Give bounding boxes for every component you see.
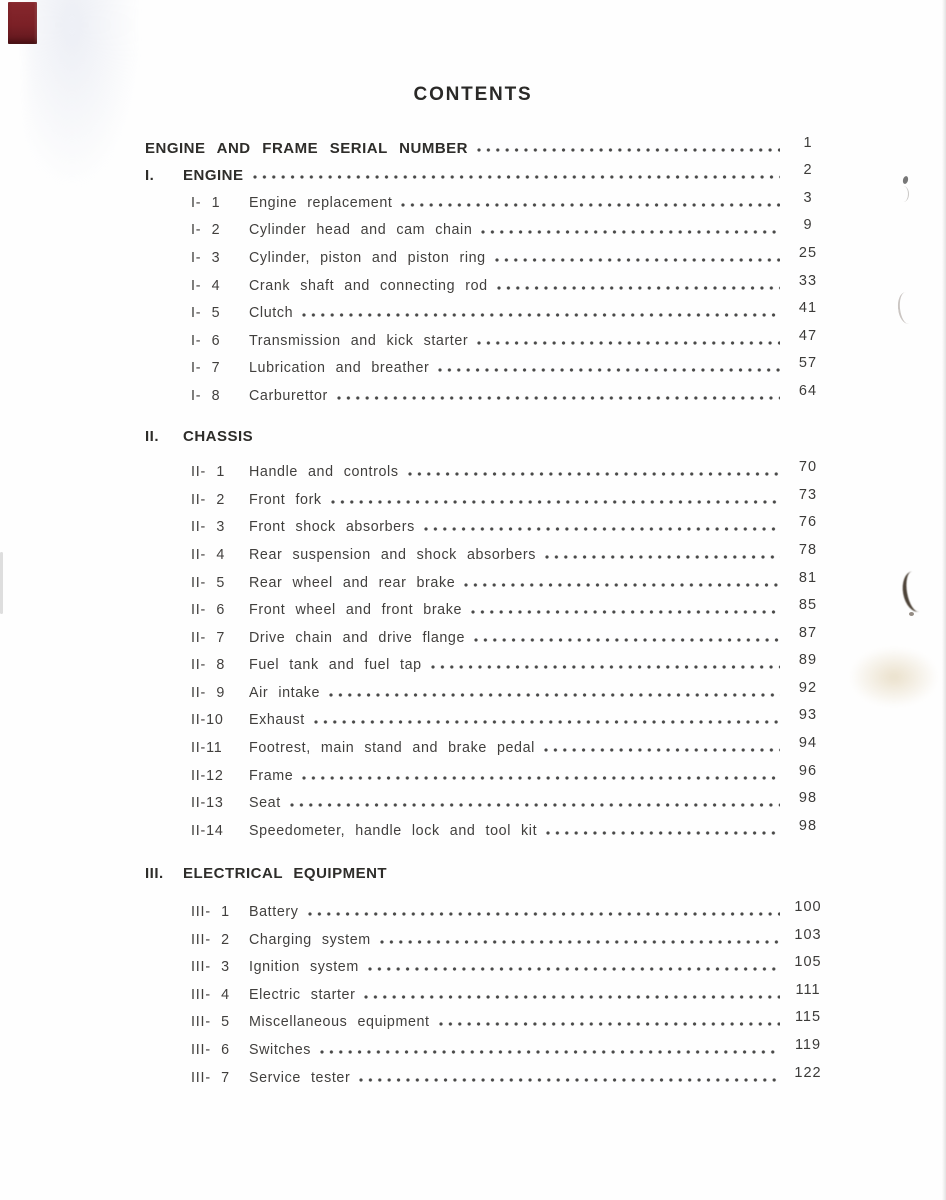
toc-entry-row bbox=[145, 241, 826, 269]
entry-number: II-12 bbox=[191, 767, 224, 784]
entry-label: Handle and controls bbox=[249, 464, 399, 481]
toc-entry-row bbox=[145, 269, 826, 297]
scan-speck-mark bbox=[902, 176, 909, 185]
entry-label: Front wheel and front brake bbox=[249, 602, 463, 619]
entry-label: Rear wheel and rear brake bbox=[249, 574, 456, 591]
scan-crescent-mark-faint bbox=[896, 291, 917, 325]
page-number: 103 bbox=[794, 926, 822, 943]
entry-label: Charging system bbox=[249, 931, 371, 948]
entry-number: II- 4 bbox=[191, 546, 226, 563]
entry-label: Clutch bbox=[249, 305, 294, 322]
entry-number: I- 4 bbox=[191, 277, 221, 294]
toc-entry-row bbox=[145, 1033, 826, 1061]
toc-entry-row bbox=[145, 731, 826, 759]
entry-label: Service tester bbox=[249, 1069, 351, 1086]
dot-leader bbox=[497, 286, 780, 290]
toc-entry-row bbox=[145, 814, 826, 842]
toc-entry-row bbox=[145, 538, 826, 566]
toc-entry-row bbox=[145, 621, 826, 649]
toc-entry-row bbox=[145, 324, 826, 352]
dot-leader bbox=[290, 803, 780, 807]
toc-entry-row bbox=[145, 951, 826, 979]
dot-leader bbox=[438, 368, 780, 372]
entry-number: III- 7 bbox=[191, 1069, 230, 1086]
toc-entry-row bbox=[145, 923, 826, 951]
entry-number: II- 7 bbox=[191, 629, 226, 646]
entry-number: I- 6 bbox=[191, 332, 221, 349]
dot-leader bbox=[302, 313, 780, 317]
dot-leader bbox=[495, 258, 780, 262]
toc-entry-row bbox=[145, 297, 826, 325]
dot-leader bbox=[471, 610, 780, 614]
section-heading-row bbox=[145, 857, 826, 885]
dot-leader bbox=[364, 995, 780, 999]
section-numeral: II. bbox=[145, 427, 160, 445]
entry-label: Electric starter bbox=[249, 986, 356, 1003]
toc-entry-row bbox=[145, 649, 826, 677]
entry-number: II-10 bbox=[191, 712, 224, 729]
entry-label: Drive chain and drive flange bbox=[249, 629, 466, 646]
dot-leader bbox=[329, 693, 780, 697]
page-number: 33 bbox=[798, 272, 818, 289]
page-number: 100 bbox=[794, 899, 822, 916]
page-number: 93 bbox=[798, 707, 818, 724]
toc-entry-row bbox=[145, 594, 826, 622]
dot-leader bbox=[302, 776, 780, 780]
entry-label: Footrest, main stand and brake pedal bbox=[249, 740, 535, 757]
dot-leader bbox=[401, 203, 780, 207]
section-numeral: I. bbox=[145, 167, 155, 185]
page-number: 92 bbox=[798, 679, 818, 696]
dot-leader bbox=[253, 175, 780, 179]
entry-label: Speedometer, handle lock and tool kit bbox=[249, 822, 538, 839]
scan-crescent-mark-dark bbox=[900, 569, 932, 614]
page-number: 87 bbox=[798, 624, 818, 641]
page-number: 89 bbox=[798, 652, 818, 669]
dot-leader bbox=[337, 396, 780, 400]
entry-number: III- 5 bbox=[191, 1014, 230, 1031]
toc-top-entry-row bbox=[145, 131, 826, 159]
page-number: 122 bbox=[794, 1064, 822, 1081]
entry-number: I- 8 bbox=[191, 387, 221, 404]
toc-entry-row bbox=[145, 895, 826, 923]
entry-label: Transmission and kick starter bbox=[249, 332, 469, 349]
entry-number: III- 3 bbox=[191, 959, 230, 976]
entry-label: Fuel tank and fuel tap bbox=[249, 657, 422, 674]
contents-title: CONTENTS bbox=[413, 84, 533, 105]
entry-label: Rear suspension and shock absorbers bbox=[249, 546, 536, 563]
section-heading-row bbox=[145, 419, 826, 447]
dot-leader bbox=[408, 472, 780, 476]
paper-edge-mark bbox=[0, 552, 3, 614]
dot-leader bbox=[439, 1022, 780, 1026]
page-number: 98 bbox=[798, 790, 818, 807]
dot-leader bbox=[359, 1078, 780, 1082]
entry-label: Air intake bbox=[249, 684, 321, 701]
toc-entry-row bbox=[145, 787, 826, 815]
entry-number: II- 9 bbox=[191, 684, 226, 701]
page-number: 94 bbox=[798, 735, 818, 752]
entry-number: II- 3 bbox=[191, 519, 226, 536]
toc-entry-row bbox=[145, 352, 826, 380]
page-number: 3 bbox=[803, 189, 813, 206]
entry-label: Battery bbox=[249, 904, 299, 921]
scan-speck-tail-mark bbox=[898, 186, 909, 202]
section-numeral: III. bbox=[145, 865, 164, 883]
page-number: 115 bbox=[794, 1009, 822, 1026]
entry-number: II- 2 bbox=[191, 491, 226, 508]
dot-leader bbox=[424, 527, 780, 531]
entry-label: Cylinder head and cam chain bbox=[249, 222, 473, 239]
page-number: 105 bbox=[794, 954, 822, 971]
toc-entry-row bbox=[145, 978, 826, 1006]
page-number: 2 bbox=[803, 162, 813, 179]
scan-tan-smudge bbox=[848, 646, 940, 708]
dot-leader bbox=[320, 1050, 780, 1054]
section-title: ELECTRICAL EQUIPMENT bbox=[183, 865, 388, 883]
page-number: 73 bbox=[798, 486, 818, 503]
toc-entry-row bbox=[145, 456, 826, 484]
toc-entry-row bbox=[145, 1006, 826, 1034]
entry-number: II-13 bbox=[191, 795, 224, 812]
dot-leader bbox=[368, 967, 780, 971]
section-title: CHASSIS bbox=[183, 427, 254, 445]
page-number: 81 bbox=[798, 569, 818, 586]
entry-label: Miscellaneous equipment bbox=[249, 1014, 430, 1031]
page-number: 78 bbox=[798, 541, 818, 558]
page-number: 85 bbox=[798, 597, 818, 614]
entry-number: I- 1 bbox=[191, 194, 221, 211]
toc-entry-row bbox=[145, 483, 826, 511]
page-number: 70 bbox=[798, 459, 818, 476]
toc-entry-row bbox=[145, 759, 826, 787]
scan-ink-dot bbox=[909, 612, 914, 616]
entry-label: Switches bbox=[249, 1042, 312, 1058]
dot-leader bbox=[314, 720, 780, 724]
dot-leader bbox=[545, 555, 780, 559]
page-number: 64 bbox=[798, 382, 818, 399]
red-bookmark-tab bbox=[8, 2, 37, 44]
toc-entry-row bbox=[145, 676, 826, 704]
section-title: ENGINE bbox=[183, 167, 244, 185]
dot-leader bbox=[308, 912, 781, 916]
entry-label: Crank shaft and connecting rod bbox=[249, 277, 488, 294]
page-number: 111 bbox=[795, 981, 821, 998]
dot-leader bbox=[431, 665, 780, 669]
dot-leader bbox=[464, 583, 780, 587]
toc-entry-row bbox=[145, 214, 826, 242]
page-number: 57 bbox=[798, 355, 818, 372]
page-number: 1 bbox=[803, 134, 813, 151]
entry-number: III- 4 bbox=[191, 986, 230, 1003]
entry-label: Ignition system bbox=[249, 959, 359, 976]
table-of-contents bbox=[145, 131, 826, 1089]
page-number: 119 bbox=[794, 1037, 822, 1053]
entry-number: II-14 bbox=[191, 822, 224, 839]
entry-label: Engine replacement bbox=[249, 194, 393, 211]
entry-number: III- 2 bbox=[191, 931, 230, 948]
entry-number: I- 5 bbox=[191, 305, 221, 322]
toc-entry-row bbox=[145, 511, 826, 539]
section-heading-row bbox=[145, 159, 826, 187]
toc-entry-row bbox=[145, 704, 826, 732]
toc-entry-row bbox=[145, 379, 826, 407]
page-number: 96 bbox=[798, 762, 818, 779]
entry-label: Exhaust bbox=[249, 712, 305, 729]
entry-number: I- 7 bbox=[191, 360, 221, 377]
entry-label: Frame bbox=[249, 767, 294, 784]
toc-entry-row bbox=[145, 186, 826, 214]
dot-leader bbox=[481, 230, 780, 234]
dot-leader bbox=[380, 940, 780, 944]
dot-leader bbox=[546, 831, 780, 835]
page-number: 41 bbox=[798, 300, 818, 317]
entry-label: Seat bbox=[249, 795, 281, 812]
page-number: 25 bbox=[798, 244, 818, 261]
dot-leader bbox=[331, 500, 780, 504]
page-number: 98 bbox=[798, 817, 818, 834]
entry-number: III- 6 bbox=[191, 1042, 230, 1058]
page-number: 47 bbox=[798, 327, 818, 344]
dot-leader bbox=[544, 748, 780, 752]
entry-label: Front fork bbox=[249, 491, 322, 508]
entry-number: III- 1 bbox=[191, 904, 230, 921]
page-number: 76 bbox=[798, 514, 818, 531]
entry-number: II- 8 bbox=[191, 657, 226, 674]
paper-edge-shading bbox=[942, 0, 946, 1200]
entry-number: I- 2 bbox=[191, 222, 221, 239]
entry-label: ENGINE AND FRAME SERIAL NUMBER bbox=[145, 139, 469, 157]
entry-label: Front shock absorbers bbox=[249, 519, 415, 536]
entry-number: I- 3 bbox=[191, 249, 221, 266]
entry-number: II- 6 bbox=[191, 602, 226, 619]
entry-number: II- 5 bbox=[191, 574, 226, 591]
toc-entry-row bbox=[145, 1061, 826, 1089]
entry-label: Lubrication and breather bbox=[249, 360, 430, 377]
dot-leader bbox=[477, 341, 780, 345]
page-number: 9 bbox=[803, 217, 813, 234]
toc-entry-row bbox=[145, 566, 826, 594]
entry-number: II- 1 bbox=[191, 464, 226, 481]
dot-leader bbox=[474, 638, 780, 642]
entry-label: Cylinder, piston and piston ring bbox=[249, 249, 486, 266]
dot-leader bbox=[477, 148, 780, 152]
entry-label: Carburettor bbox=[249, 387, 328, 404]
entry-number: II-11 bbox=[191, 740, 223, 757]
